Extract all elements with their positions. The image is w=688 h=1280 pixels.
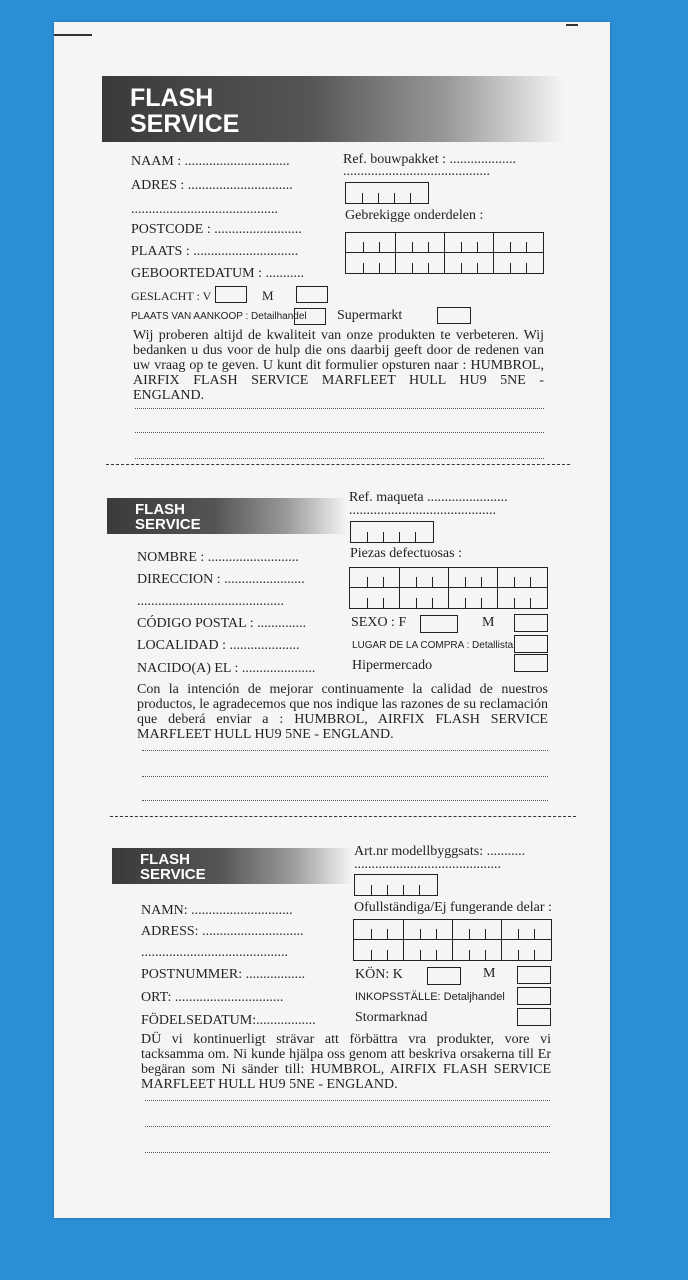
art-nr-continued[interactable]: .......................................... (354, 857, 501, 872)
ref-maqueta-continued[interactable]: .......................................... (349, 503, 496, 518)
stormarknad-checkbox[interactable] (517, 1008, 551, 1026)
comment-line[interactable] (142, 776, 548, 777)
comment-line[interactable] (142, 800, 548, 801)
nombre-field[interactable]: NOMBRE : .......................... (137, 550, 299, 565)
inkopsstalle-label: INKOPSSTÄLLE: Detaljhandel (355, 991, 505, 1003)
ofullstandiga-label: Ofullständiga/Ej fungerande delar : (354, 900, 552, 915)
comment-line[interactable] (142, 750, 548, 751)
piezas-defectuosas-label: Piezas defectuosas : (350, 546, 462, 561)
adres-continued[interactable]: .......................................... (131, 202, 278, 217)
comment-line[interactable] (135, 408, 544, 409)
ref-number-boxes[interactable] (350, 521, 434, 543)
postcode-field[interactable]: POSTCODE : ......................... (131, 222, 302, 237)
ref-number-boxes[interactable] (345, 182, 429, 204)
geslacht-m-label: M (262, 288, 274, 303)
codigo-postal-field[interactable]: CÓDIGO POSTAL : .............. (137, 616, 307, 631)
hipermercado-checkbox[interactable] (514, 654, 548, 672)
ref-number-boxes[interactable] (354, 874, 438, 896)
banner-line-1: FLASH (130, 84, 214, 112)
defective-parts-grid[interactable] (345, 232, 544, 274)
namn-field[interactable]: NAMN: ............................. (141, 903, 293, 918)
comment-line[interactable] (145, 1100, 550, 1101)
plaats-field[interactable]: PLAATS : .............................. (131, 244, 299, 259)
localidad-field[interactable]: LOCALIDAD : .................... (137, 638, 300, 653)
sexo-m-checkbox[interactable] (514, 614, 548, 632)
adress-continued[interactable]: .......................................... (141, 945, 288, 960)
defective-parts-grid[interactable] (349, 567, 548, 609)
lugar-compra-label: LUGAR DE LA COMPRA : Detallista (352, 640, 514, 651)
banner-line-1: FLASH (135, 501, 185, 518)
nacido-field[interactable]: NACIDO(A) EL : ..................... (137, 661, 316, 676)
spanish-paragraph: Con la intención de mejorar continuamente la calidad de nuestros productos, le agradecemos que nos indique las razones de su reclamación que deberá enviar a : HUMBROL, AIRFIX FLASH SERVICE MARFLEET HULL HU9 5NE - ENGLAND. (137, 682, 548, 742)
sexo-f-label: SEXO : F (351, 615, 407, 630)
ort-field[interactable]: ORT: ............................... (141, 990, 284, 1005)
cut-line (106, 464, 570, 465)
direccion-continued[interactable]: .......................................... (137, 594, 284, 609)
detaljhandel-checkbox[interactable] (517, 987, 551, 1005)
comment-line[interactable] (135, 458, 544, 459)
geslacht-v-checkbox[interactable] (215, 286, 247, 303)
kon-m-label: M (483, 966, 496, 981)
ref-bouwpakket-continued[interactable]: .......................................... (343, 164, 490, 179)
dutch-paragraph: Wij proberen altijd de kwaliteit van onze produkten te verbeteren. Wij bedanken u dus voor de hulp die ons daarbij geeft door de redenen van uw vraag op te geven. U kunt dit formulier opsturen naar : HUMBROL, AIRFIX FLASH SERVICE MARFLEET HULL HU9 5NE - ENGLAND. (133, 328, 544, 403)
comment-line[interactable] (135, 432, 544, 433)
plaats-aankoop-label: PLAATS VAN AANKOOP : Detailhandel (131, 311, 307, 322)
sexo-m-label: M (482, 615, 495, 630)
comment-line[interactable] (145, 1126, 550, 1127)
geboortedatum-field[interactable]: GEBOORTEDATUM : ........... (131, 266, 304, 281)
swedish-paragraph: DÜ vi kontinuerligt strävar att förbättra vra produkter, vore vi tacksamma om. Ni kunde hjälpa oss genom att beskriva orsakerna till Er begäran som Ni sänder till: HUMBROL, AIRFIX FLASH SERVICE MARFLEET HULL HU9 5NE - ENGLAND. (141, 1032, 551, 1092)
kon-m-checkbox[interactable] (517, 966, 551, 984)
direccion-field[interactable]: DIRECCION : ....................... (137, 572, 305, 587)
sexo-f-checkbox[interactable] (420, 615, 458, 633)
flash-service-banner (107, 498, 347, 534)
banner-line-1: FLASH (140, 851, 190, 868)
cut-line (110, 816, 576, 817)
detailhandel-checkbox[interactable] (294, 308, 326, 325)
adress-field[interactable]: ADRESS: ............................. (141, 924, 304, 939)
hipermercado-label: Hipermercado (352, 658, 433, 673)
banner-line-2: SERVICE (140, 866, 206, 883)
supermarkt-checkbox[interactable] (437, 307, 471, 324)
detallista-checkbox[interactable] (514, 635, 548, 653)
stormarknad-label: Stormarknad (355, 1010, 428, 1025)
banner-line-2: SERVICE (130, 110, 240, 138)
corner-mark (566, 24, 578, 26)
geslacht-v-label: GESLACHT : V (131, 289, 212, 303)
naam-field[interactable]: NAAM : .............................. (131, 154, 290, 169)
defective-parts-grid[interactable] (353, 919, 552, 961)
adres-field[interactable]: ADRES : .............................. (131, 178, 293, 193)
art-nr-field[interactable]: Art.nr modellbyggsats: ........... (354, 844, 526, 859)
kon-k-checkbox[interactable] (427, 967, 461, 985)
ref-maqueta-field[interactable]: Ref. maqueta ....................... (349, 490, 508, 505)
supermarkt-label: Supermarkt (337, 308, 403, 323)
postnummer-field[interactable]: POSTNUMMER: ................. (141, 967, 306, 982)
corner-mark (54, 34, 92, 36)
banner-line-2: SERVICE (135, 516, 201, 533)
fodelsedatum-field[interactable]: FÖDELSEDATUM:................. (141, 1013, 316, 1028)
gebrekkige-label: Gebrekigge onderdelen : (345, 208, 484, 223)
kon-k-label: KÖN: K (355, 967, 403, 982)
flash-service-banner (102, 76, 564, 142)
flash-service-banner (112, 848, 352, 884)
geslacht-m-checkbox[interactable] (296, 286, 328, 303)
comment-line[interactable] (145, 1152, 550, 1153)
ref-bouwpakket-field[interactable]: Ref. bouwpakket : ................... (343, 152, 517, 167)
